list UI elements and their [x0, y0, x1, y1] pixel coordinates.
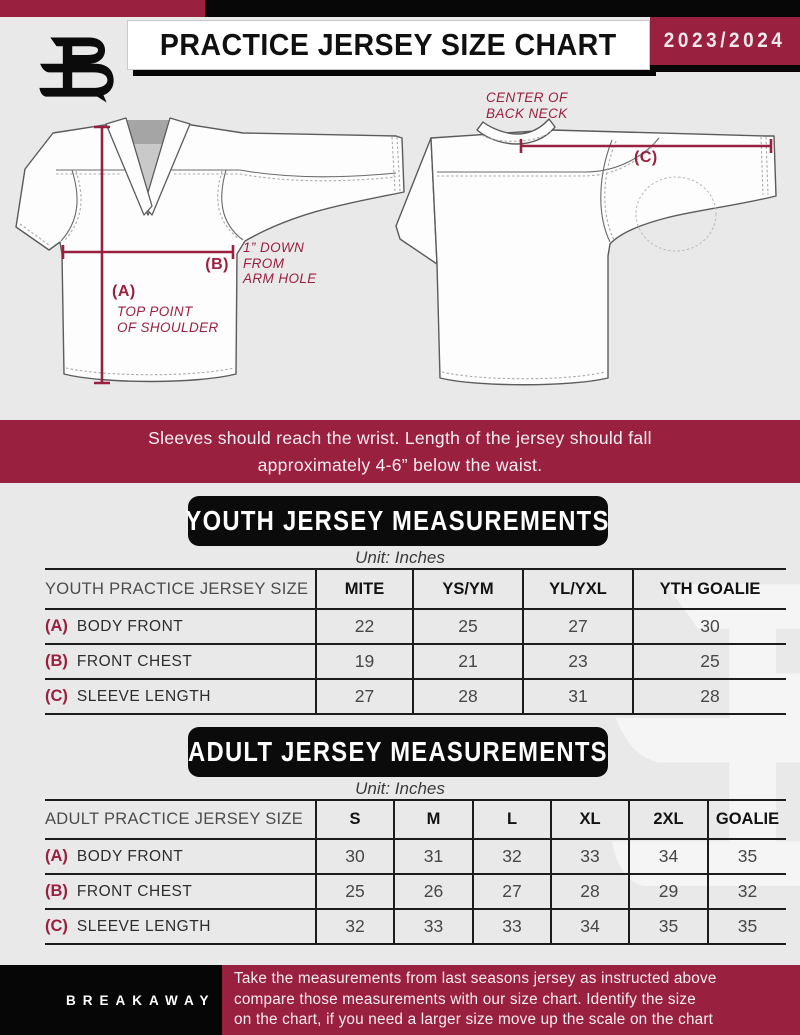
value-cell: 30 [316, 839, 394, 874]
table-row [45, 909, 786, 944]
arm-hole-note-line3: ARM HOLE [243, 271, 317, 286]
value-cell: 28 [413, 679, 523, 714]
measure-label: FRONT CHEST [76, 653, 193, 670]
value-cell: 34 [551, 909, 629, 944]
measure-c-label: (C) [634, 149, 658, 166]
arm-hole-note-line1: 1” DOWN [243, 240, 305, 255]
size-column-header: YL/YXL [523, 569, 633, 609]
footer-instructions-line3: on the chart, if you need a larger size move up the scale on the chart [234, 1011, 714, 1029]
size-column-header: S [316, 800, 394, 839]
measure-key: (B) [45, 652, 68, 670]
row-label-cell [45, 874, 316, 909]
row-label-cell [45, 644, 316, 679]
measure-label: BODY FRONT [76, 618, 184, 635]
size-column-header: L [473, 800, 551, 839]
measure-b-label: (B) [205, 256, 229, 273]
back-neck-note-line1: CENTER OF [486, 90, 568, 105]
value-cell: 27 [316, 679, 413, 714]
size-column-header: GOALIE [708, 800, 786, 839]
adult-table-header-row [45, 800, 786, 839]
measure-label: SLEEVE LENGTH [76, 918, 211, 935]
size-column-header: XL [551, 800, 629, 839]
adult-unit-label: Unit: Inches [355, 779, 445, 798]
measure-key: (C) [45, 917, 68, 935]
row-label-cell [45, 909, 316, 944]
size-column-header: 2XL [629, 800, 708, 839]
value-cell: 28 [633, 679, 786, 714]
size-column-header: YTH GOALIE [633, 569, 786, 609]
adult-section-title: ADULT JERSEY MEASUREMENTS [188, 736, 608, 767]
page-title-box [127, 20, 650, 70]
back-neck-note [486, 90, 568, 121]
row-label-cell [45, 679, 316, 714]
measure-label: FRONT CHEST [76, 883, 193, 900]
season-badge-shadow [650, 65, 800, 72]
adult-table-corner: ADULT PRACTICE JERSEY SIZE [45, 800, 316, 839]
value-cell: 35 [708, 909, 786, 944]
shoulder-note-line2: OF SHOULDER [117, 320, 219, 335]
back-neck-note-line2: BACK NECK [486, 105, 568, 121]
jersey-diagrams [0, 78, 800, 418]
measure-key: (A) [45, 617, 68, 635]
value-cell: 31 [523, 679, 633, 714]
season-label: 2023/2024 [664, 29, 786, 52]
value-cell: 33 [394, 909, 473, 944]
page-title: PRACTICE JERSEY SIZE CHART [160, 27, 617, 62]
value-cell: 27 [473, 874, 551, 909]
size-column-header: YS/YM [413, 569, 523, 609]
measure-a-label: (A) [112, 283, 136, 300]
season-badge [650, 17, 800, 65]
table-row [45, 839, 786, 874]
adult-section-title-pill [188, 727, 608, 777]
footer-instructions-line2: compare those measurements with our size chart. Identify the size [234, 990, 696, 1008]
footer-instructions-line1: Take the measurements from last seasons jersey as instructed above [234, 970, 717, 988]
value-cell: 23 [523, 644, 633, 679]
brand-name: BREAKAWAY [66, 992, 216, 1008]
adult-size-table [45, 799, 786, 945]
youth-unit-label: Unit: Inches [355, 548, 445, 567]
value-cell: 19 [316, 644, 413, 679]
youth-section-title: YOUTH JERSEY MEASUREMENTS [185, 505, 611, 536]
value-cell: 29 [629, 874, 708, 909]
value-cell: 27 [523, 609, 633, 644]
value-cell: 35 [629, 909, 708, 944]
value-cell: 28 [551, 874, 629, 909]
value-cell: 30 [633, 609, 786, 644]
value-cell: 25 [413, 609, 523, 644]
value-cell: 34 [629, 839, 708, 874]
measure-label: SLEEVE LENGTH [76, 688, 211, 705]
value-cell: 32 [473, 839, 551, 874]
arm-hole-note-line2: FROM [243, 255, 285, 271]
value-cell: 33 [473, 909, 551, 944]
arm-hole-note [243, 240, 317, 287]
fit-instructions-line1: Sleeves should reach the wrist. Length of the jersey should fall [148, 427, 652, 448]
measure-key: (C) [45, 687, 68, 705]
value-cell: 32 [708, 874, 786, 909]
youth-table-corner: YOUTH PRACTICE JERSEY SIZE [45, 569, 316, 609]
youth-size-table [45, 568, 786, 715]
value-cell: 25 [633, 644, 786, 679]
value-cell: 21 [413, 644, 523, 679]
value-cell: 31 [394, 839, 473, 874]
shoulder-note [117, 304, 219, 336]
table-row [45, 609, 786, 644]
table-row [45, 644, 786, 679]
top-strip-black [205, 0, 800, 17]
youth-table-header-row [45, 569, 786, 609]
value-cell: 26 [394, 874, 473, 909]
table-row [45, 679, 786, 714]
measure-label: BODY FRONT [76, 848, 184, 865]
shoulder-note-line1: TOP POINT [117, 304, 193, 319]
top-strip-maroon [0, 0, 205, 17]
value-cell: 32 [316, 909, 394, 944]
fit-instructions-banner [0, 420, 800, 483]
measure-key: (B) [45, 882, 68, 900]
table-row [45, 874, 786, 909]
row-label-cell [45, 609, 316, 644]
footer-instructions [222, 965, 800, 1035]
youth-section-title-pill [185, 496, 611, 546]
size-column-header: M [394, 800, 473, 839]
value-cell: 35 [708, 839, 786, 874]
row-label-cell [45, 839, 316, 874]
measure-key: (A) [45, 847, 68, 865]
value-cell: 33 [551, 839, 629, 874]
value-cell: 25 [316, 874, 394, 909]
size-column-header: MITE [316, 569, 413, 609]
footer-brand-box [0, 965, 222, 1035]
value-cell: 22 [316, 609, 413, 644]
fit-instructions-line2: approximately 4-6” below the waist. [257, 454, 543, 475]
